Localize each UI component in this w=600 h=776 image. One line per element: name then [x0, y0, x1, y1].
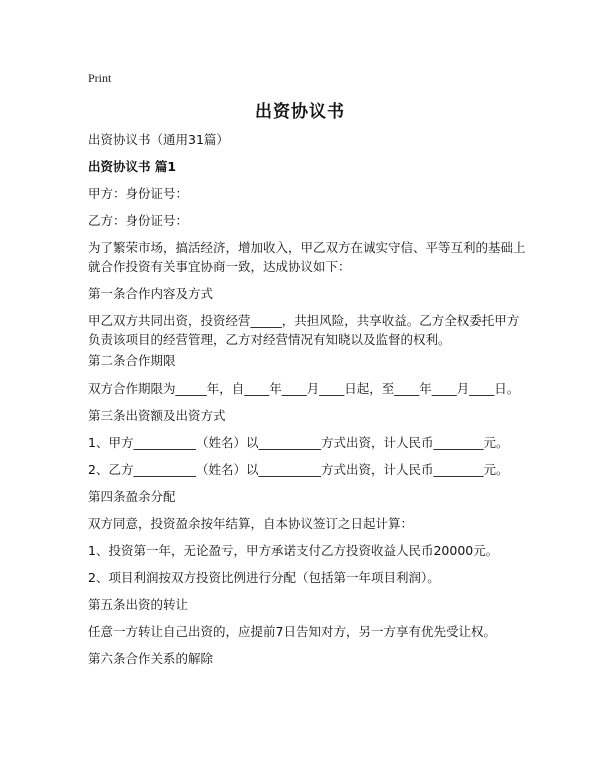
article4-item1: 1、投资第一年，无论盈亏，甲方承诺支付乙方投资收益人民币20000元。	[88, 543, 499, 558]
article3-title: 第三条出资额及出资方式	[88, 408, 226, 423]
article5-body: 任意一方转让自己出资的，应提前7日告知对方，另一方享有优先受让权。	[88, 624, 496, 639]
article3-item2: 2、乙方__________（姓名）以__________方式出资，计人民币________元。	[88, 462, 509, 477]
article4-title: 第四条盈余分配	[88, 489, 176, 504]
print-link[interactable]: Print	[88, 71, 112, 85]
document-title: 出资协议书	[255, 102, 345, 122]
party-b-line: 乙方：身份证号：	[88, 213, 189, 228]
article1-body: 甲乙双方共同出资，投资经营_____，共担风险，共享收益。乙方全权委托甲方负责该项目的经营管理，乙方对经营情况有知晓以及监督的权利。	[88, 313, 520, 347]
article2-body: 双方合作期限为_____年，自____年____月____日起，至____年____月____日。	[88, 381, 520, 396]
preamble-paragraph: 为了繁荣市场，搞活经济，增加收入，甲乙双方在诚实守信、平等互利的基础上就合作投资有关事宜协商一致，达成协议如下：	[88, 240, 526, 274]
article5-title: 第五条出资的转让	[88, 597, 189, 612]
party-a-line: 甲方：身份证号：	[88, 186, 189, 201]
article1-title: 第一条合作内容及方式	[88, 286, 214, 301]
article2-title: 第二条合作期限	[88, 353, 176, 368]
article6-title: 第六条合作关系的解除	[88, 651, 214, 666]
document-subtitle: 出资协议书（通用31篇）	[88, 132, 229, 147]
section-heading: 出资协议书 篇1	[88, 159, 177, 174]
article4-body: 双方同意，投资盈余按年结算，自本协议签订之日起计算：	[88, 516, 414, 531]
article3-item1: 1、甲方__________（姓名）以__________方式出资，计人民币________元。	[88, 435, 509, 450]
article4-item2: 2、项目利润按双方投资比例进行分配（包括第一年项目利润）。	[88, 570, 440, 585]
